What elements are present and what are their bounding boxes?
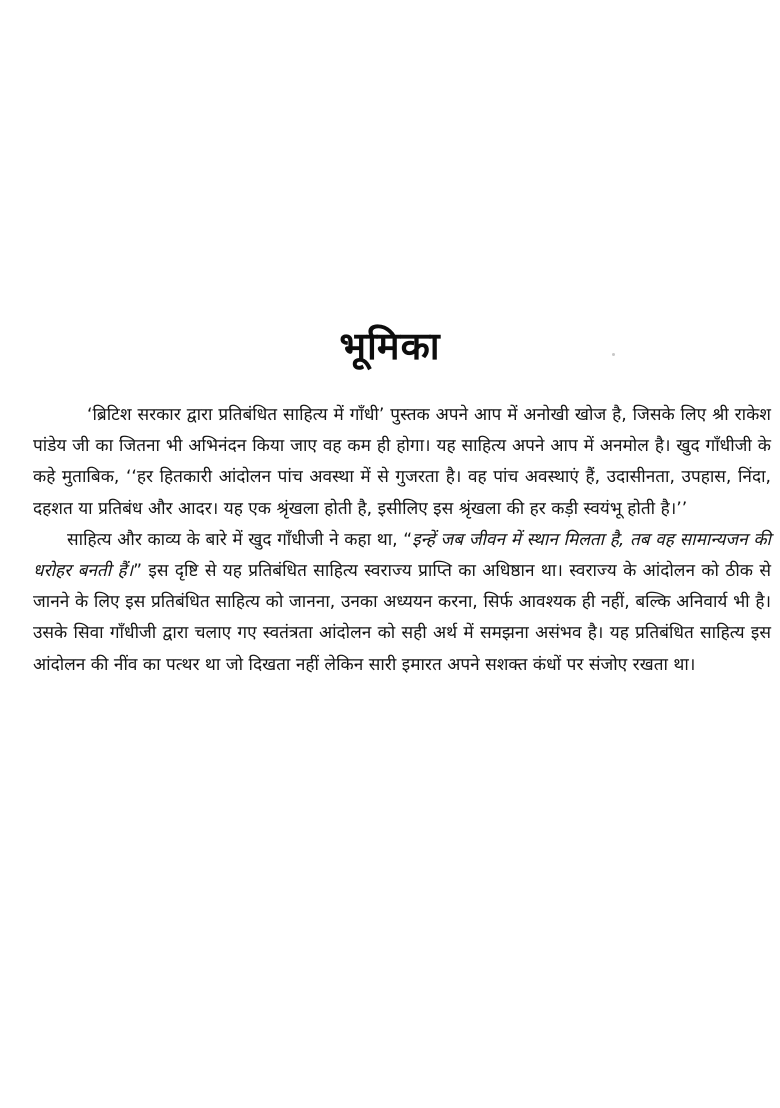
page-title: भूमिका [339, 324, 441, 368]
scan-speck [612, 353, 615, 356]
body-text [33, 400, 771, 681]
paragraph-2-rest: ” इस दृष्टि से यह प्रतिबंधित साहित्य स्वराज्य प्राप्ति का अधिष्ठान था। स्वराज्य के आंदोलन को ठीक से जानने के लिए इस प्रतिबंधित साहित्य को जानना, उनका अध्ययन करना, सिर्फ आवश्यक ही नहीं, बल्कि अनिवार्य भी है। उसके सिवा गाँधीजी द्वारा चलाए गए स्वतंत्रता आंदोलन को सही अर्थ में समझना असंभव है। यह प्रतिबंधित साहित्य इस आंदोलन की नींव का पत्थर था जो दिखता नहीं लेकिन सारी इमारत अपने सशक्त कंधों पर संजोए रखता था। [33, 561, 771, 675]
paragraph-2-lead: साहित्य और काव्य के बारे में खुद गाँधीजी ने कहा था, “ [67, 529, 413, 550]
gandhi-quote: इन्हें जब जीवन में स्थान मिलता है, तब वह सामान्यजन की धरोहर बनती हैं। [33, 529, 771, 582]
paragraph-2 [33, 525, 771, 681]
paragraph-1: ‘ब्रिटिश सरकार द्वारा प्रतिबंधित साहित्य में गाँधी’ पुस्तक अपने आप में अनोखी खोज है, जिसके लिए श्री राकेश पांडेय जी का जितना भी अभिनंदन किया जाए वह कम ही होगा। यह साहित्य अपने आप में अनमोल है। खुद गाँधीजी के कहे मुताबिक, ‘‘हर हितकारी आंदोलन पांच अवस्था में से गुजरता है। वह पांच अवस्थाएं हैं, उदासीनता, उपहास, निंदा, दहशत या प्रतिबंध और आदर। यह एक श्रृंखला होती है, इसीलिए इस श्रृंखला की हर कड़ी स्वयंभू होती है।’’ [33, 405, 771, 519]
